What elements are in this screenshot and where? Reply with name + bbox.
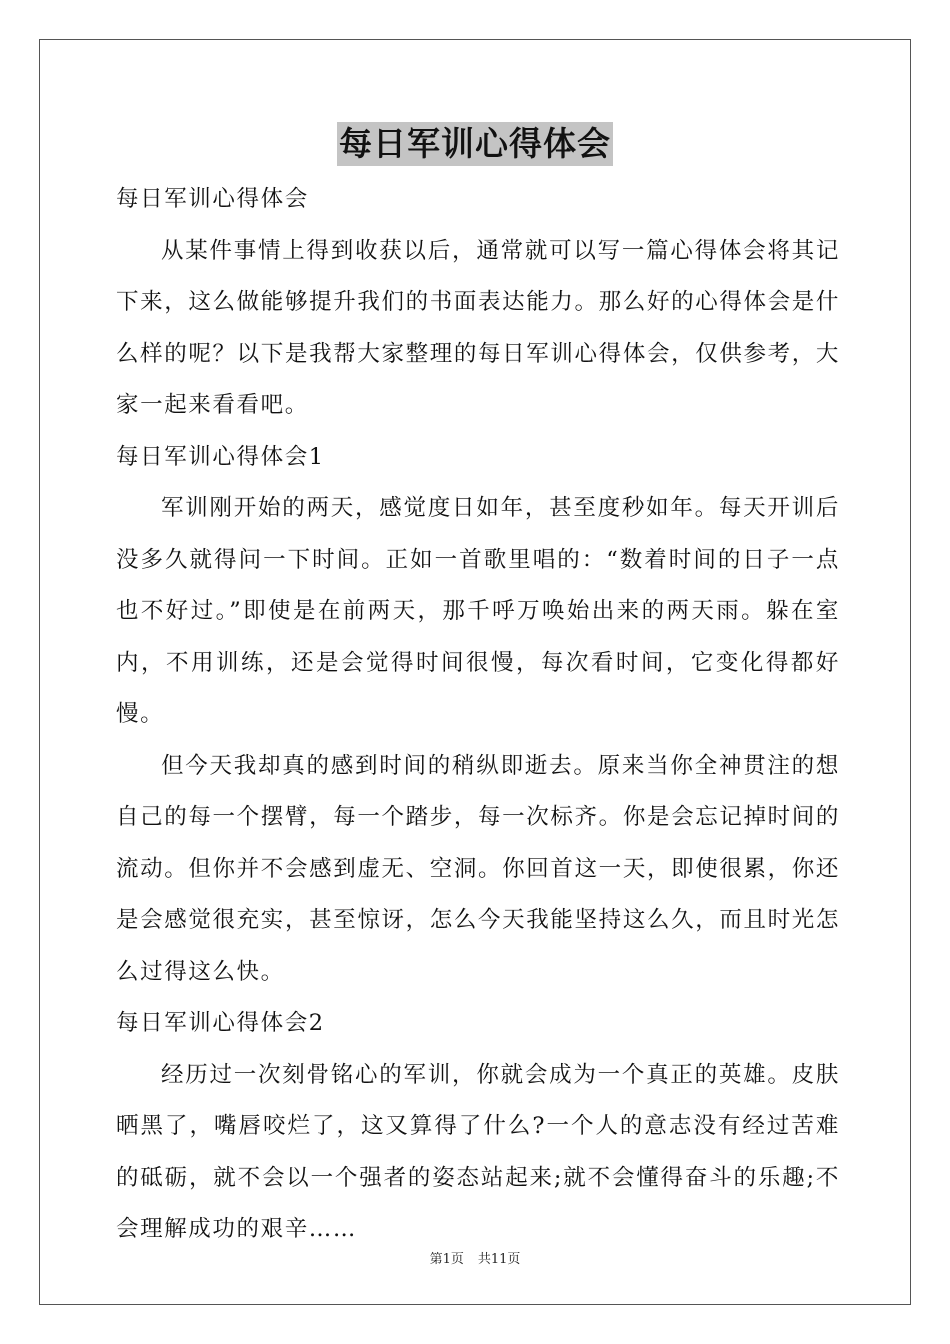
document-body xyxy=(116,174,840,1256)
paragraph: 军训刚开始的两天，感觉度日如年，甚至度秒如年。每天开训后没多久就得问一下时间。正如一首歌里唱的：“数着时间的日子一点也不好过。”即使是在前两天，那千呼万唤始出来的两天雨。躲在室内，不用训练，还是会觉得时间很慢，每次看时间，它变化得都好慢。 xyxy=(116,495,840,727)
section-heading: 每日军训心得体会1 xyxy=(116,443,325,470)
paragraph: 但今天我却真的感到时间的稍纵即逝去。原来当你全神贯注的想自己的每一个摆臂，每一个踏步，每一次标齐。你是会忘记掉时间的流动。但你并不会感到虚无、空洞。你回首这一天，即使很累，你还是会感觉很充实，甚至惊讶，怎么今天我能坚持这么久，而且时光怎么过得这么快。 xyxy=(116,752,840,985)
paragraph: 从某件事情上得到收获以后，通常就可以写一篇心得体会将其记下来，这么做能够提升我们的书面表达能力。那么好的心得体会是什么样的呢？以下是我帮大家整理的每日军训心得体会，仅供参考，大家一起来看看吧。 xyxy=(116,237,840,418)
total-pages: 共11页 xyxy=(477,1252,521,1267)
page-footer xyxy=(0,1248,950,1267)
section-heading: 每日军训心得体会2 xyxy=(116,1010,325,1036)
section-heading: 每日军训心得体会 xyxy=(116,186,309,212)
page-number: 第1页 xyxy=(429,1252,464,1267)
page-title: 每日军训心得体会 xyxy=(337,122,613,166)
paragraph: 经历过一次刻骨铭心的军训，你就会成为一个真正的英雄。皮肤晒黑了，嘴唇咬烂了，这又算得了什么?一个人的意志没有经过苦难的砥砺，就不会以一个强者的姿态站起来;就不会懂得奋斗的乐趣;不会理解成功的艰辛…… xyxy=(116,1061,840,1242)
title-wrap xyxy=(0,122,950,166)
